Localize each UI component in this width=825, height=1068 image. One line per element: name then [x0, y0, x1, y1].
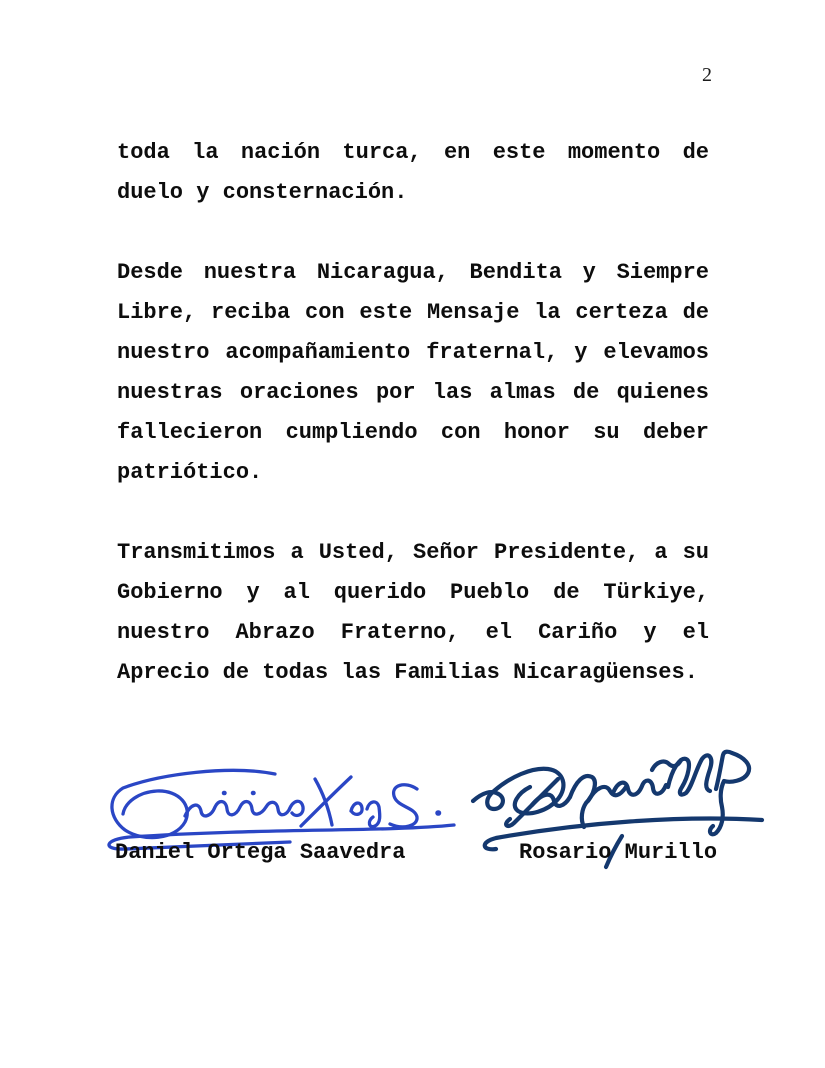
paragraph-farewell: Transmitimos a Usted, Señor Presidente, a su Gobierno y al querido Pueblo de Türkiye, nuestro Abrazo Fraterno, el Cariño y el Aprecio de todas las Familias Nicaragüenses.: [117, 540, 709, 685]
page-number: 2: [702, 64, 712, 86]
signatory-name-daniel-ortega: Daniel Ortega Saavedra: [115, 840, 406, 865]
paragraph-message: Desde nuestra Nicaragua, Bendita y Siempre Libre, reciba con este Mensaje la certeza de nuestro acompañamiento fraternal, y elevamos nuestras oraciones por las almas de quienes fallecieron cumpliendo con honor su deber patriótico.: [117, 260, 709, 485]
paragraph-condolence: toda la nación turca, en este momento de duelo y consternación.: [117, 140, 709, 205]
signatory-name-rosario-murillo: Rosario Murillo: [519, 840, 718, 865]
